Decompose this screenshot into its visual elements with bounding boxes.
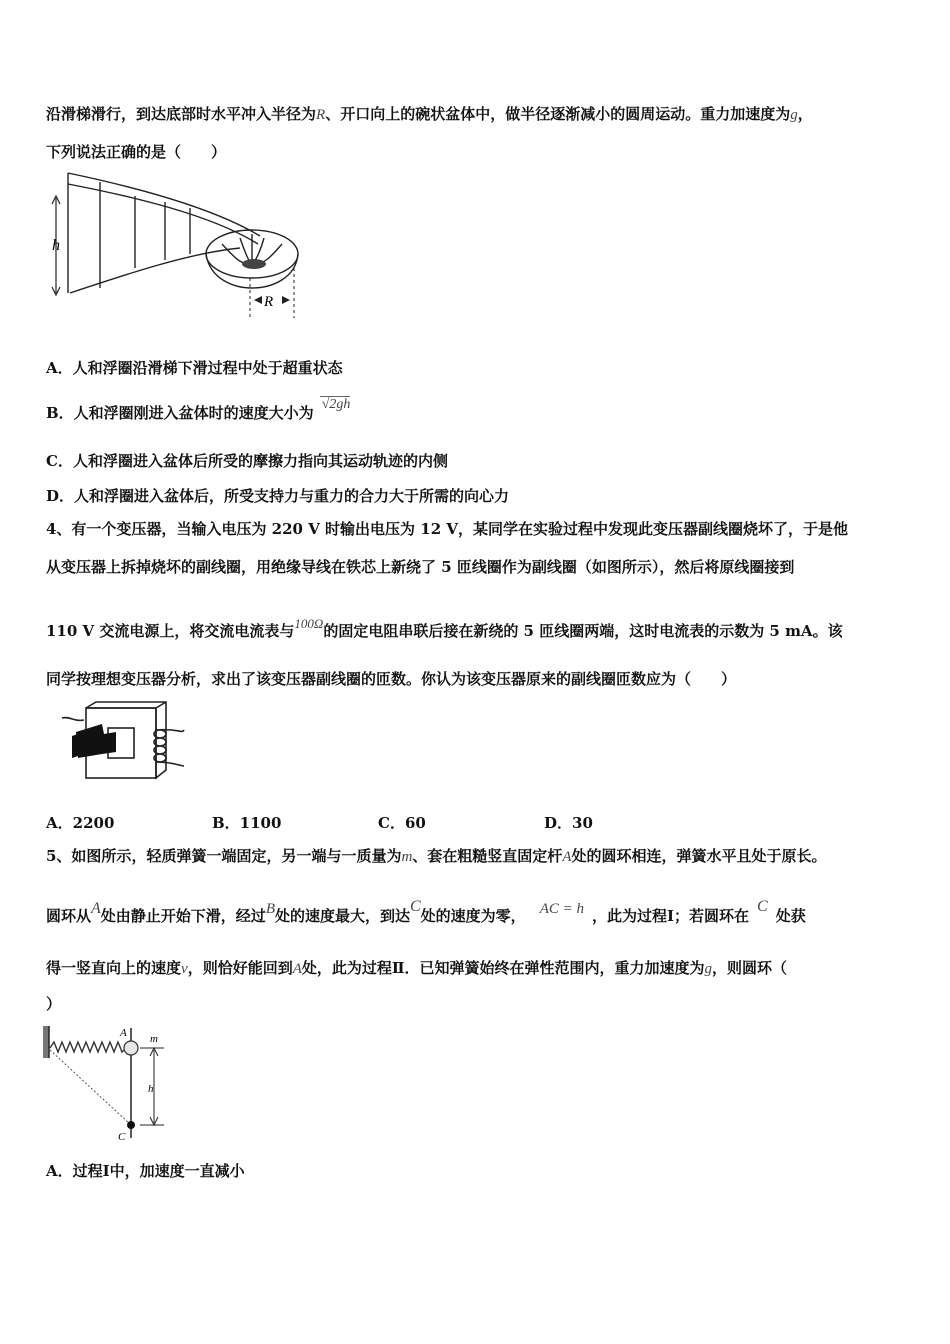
q3-text: 沿滑梯滑行，到达底部时水平冲入半径为 [46, 105, 317, 123]
slide-bowl-figure [40, 168, 305, 320]
q5-text: 处由静止开始下滑，经过 [100, 907, 266, 925]
formula-2gh: 2gh [329, 397, 351, 412]
q5-text: 5、如图所示，轻质弹簧一端固定，另一端与一质量为 [46, 847, 402, 865]
var-C: C [757, 898, 768, 915]
q4-option-b: B．1100 [212, 814, 282, 832]
eq-ac-h: AC = h [539, 901, 584, 917]
q3-text: ， [797, 105, 813, 123]
label-R: R [264, 294, 274, 310]
q4-line3 [46, 616, 843, 641]
q5-text: ，则恰好能回到 [187, 959, 293, 977]
q3-text: 、开口向上的碗状盆体中，做半径逐渐减小的圆周运动。重力加速度为 [325, 105, 791, 123]
q4-option-d: D．30 [544, 814, 593, 832]
var-m: m [401, 849, 413, 865]
transformer-figure [56, 700, 186, 784]
sqrt-2gh: √2gh [321, 397, 351, 412]
q4-option-c: C．60 [378, 814, 426, 832]
var-A: A [292, 961, 302, 977]
q4-options [46, 812, 593, 833]
label-h: h [52, 237, 60, 254]
q5-text: 处的速度为零， [420, 907, 526, 925]
var-g: g [790, 107, 798, 123]
q3-option-c: C．人和浮圈进入盆体后所受的摩擦力指向其运动轨迹的内侧 [46, 452, 448, 470]
var-v: v [181, 961, 188, 977]
label-m: m [150, 1033, 158, 1045]
q5-line2 [46, 898, 806, 926]
q5-option-a: A．过程Ⅰ中，加速度一直减小 [46, 1162, 245, 1180]
var-C: C [410, 898, 421, 915]
q5-text: 、套在粗糙竖直固定杆 [412, 847, 563, 865]
label-h: h [148, 1083, 154, 1095]
q5-text: 处的速度最大，到达 [274, 907, 410, 925]
var-R: R [316, 107, 326, 123]
label-A: A [120, 1027, 127, 1039]
q4-line1: 4、有一个变压器，当输入电压为 220 V 时输出电压为 12 V，某同学在实验过程中发现此变压器副线圈烧坏了，于是他 [46, 520, 849, 538]
q4-text: 的固定电阻串联后接在新绕的 5 匝线圈两端，这时电流表的示数为 5 mA。该 [323, 622, 843, 640]
q5-line4: ） [46, 995, 62, 1013]
spring-ring-figure [40, 1022, 180, 1146]
q3-stem-line1 [46, 103, 813, 124]
q3-stem-line2: 下列说法正确的是（ ） [46, 143, 227, 161]
label-C: C [118, 1131, 126, 1143]
q4-line4: 同学按理想变压器分析，求出了该变压器副线圈的匝数。你认为该变压器原来的副线圈匝数应为（ ） [46, 670, 737, 688]
q4-text: 110 V 交流电源上，将交流电流表与 [46, 622, 295, 640]
q5-text: ，此为过程Ⅰ；若圆环在 [591, 907, 750, 925]
var-B: B [265, 901, 275, 917]
q5-text: 处的圆环相连，弹簧水平且处于原长。 [571, 847, 827, 865]
q5-text: 处，此为过程Ⅱ．已知弹簧始终在弹性范围内，重力加速度为 [301, 959, 705, 977]
q5-text: 处获 [775, 907, 806, 925]
q5-line3 [46, 957, 787, 978]
q3-option-b-text: B．人和浮圈刚进入盆体时的速度大小为 [46, 404, 314, 422]
var-g: g [704, 961, 713, 977]
q4-option-a: A．2200 [46, 814, 115, 832]
q5-text: ，则圆环（ [712, 959, 788, 977]
q3-option-d: D．人和浮圈进入盆体后，所受支持力与重力的合力大于所需的向心力 [46, 487, 510, 505]
q3-option-b [46, 397, 351, 423]
q4-line2: 从变压器上拆掉烧坏的副线圈，用绝缘导线在铁芯上新绕了 5 匝线圈作为副线圈（如图所示），然后将原线圈接到 [46, 558, 795, 576]
q5-line1 [46, 845, 827, 866]
q5-text: 得一竖直向上的速度 [46, 959, 182, 977]
var-A: A [562, 849, 572, 865]
resistance-value: 100Ω [294, 616, 324, 631]
q5-text: 圆环从 [46, 907, 92, 925]
q3-option-a: A．人和浮圈沿滑梯下滑过程中处于超重状态 [46, 359, 343, 377]
var-A: A [91, 900, 101, 917]
